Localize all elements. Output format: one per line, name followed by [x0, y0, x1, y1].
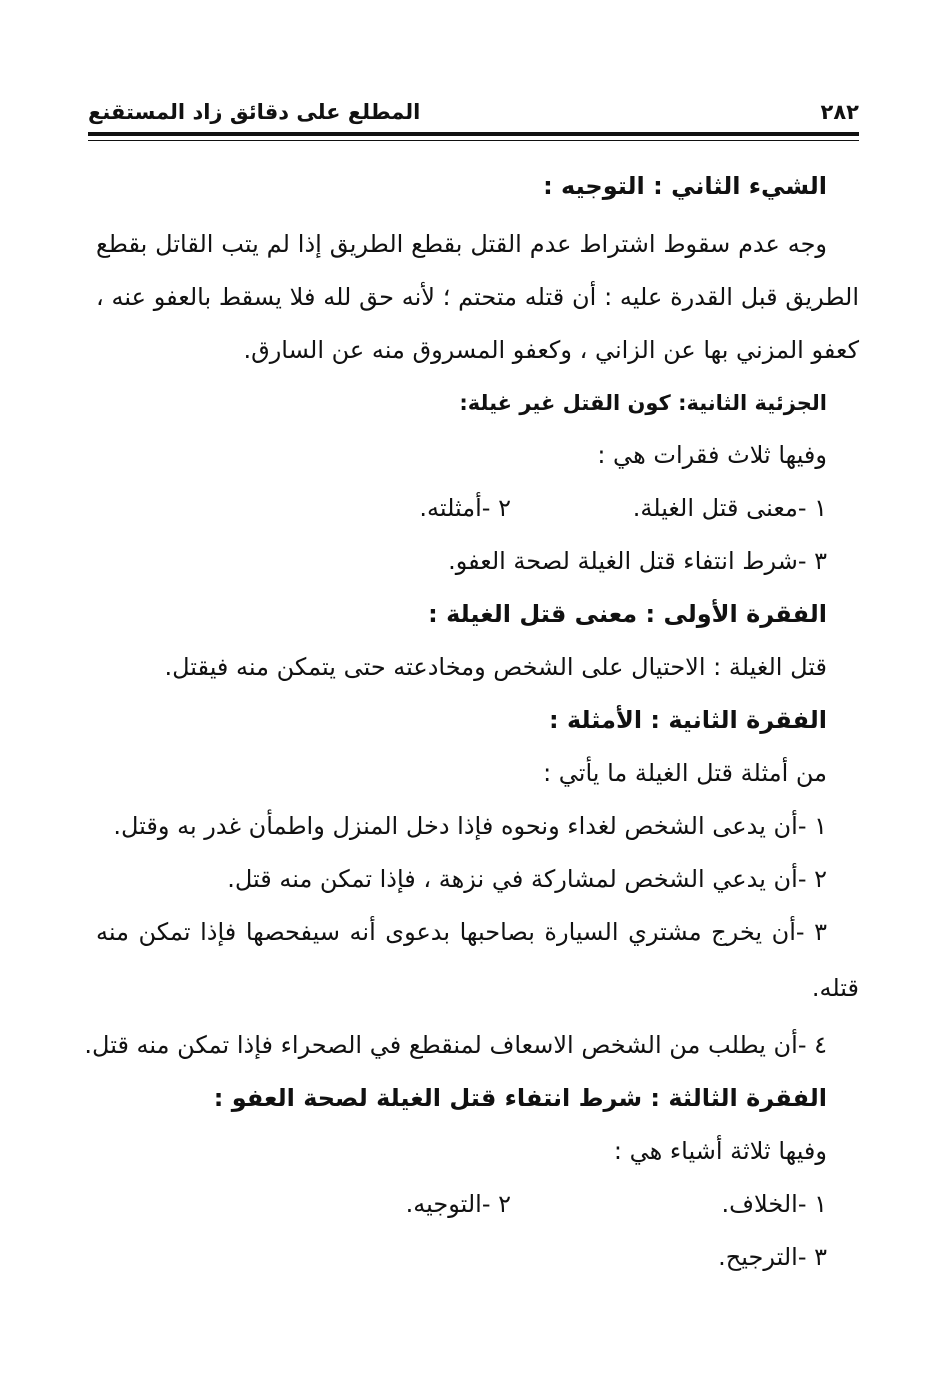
paragraph-line: كعفو المزني بها عن الزاني ، وكعفو المسروق منه عن السارق.: [243, 336, 859, 364]
paragraph-line: الطريق قبل القدرة عليه : أن قتله متحتم ؛ لأنه حق لله فلا يسقط بالعفو عنه ،: [96, 283, 859, 311]
section-heading: الشيء الثاني : التوجيه :: [543, 172, 827, 200]
list-item: ٤ -أن يطلب من الشخص الاسعاف لمنقطع في الصحراء فإذا تمكن منه قتل.: [84, 1031, 827, 1059]
list-item: ٢ -أن يدعي الشخص لمشاركة في نزهة ، فإذا تمكن منه قتل.: [227, 865, 827, 893]
list-item: ٣ -الترجيح.: [718, 1243, 827, 1271]
list-item: ١ -الخلاف.: [721, 1190, 827, 1218]
paragraph-line: قتل الغيلة : الاحتيال على الشخص ومخادعته حتى يتمكن منه فيقتل.: [164, 653, 827, 681]
page-number: ٢٨٢: [820, 100, 859, 124]
header-rule-thin: [88, 140, 859, 141]
paragraph-line: وجه عدم سقوط اشتراط عدم القتل بقطع الطريق إذا لم يتب القاتل بقطع: [96, 230, 827, 258]
paragraph-heading: الفقرة الأولى : معنى قتل الغيلة :: [428, 600, 827, 628]
subsection-heading: الجزئية الثانية: كون القتل غير غيلة:: [459, 391, 827, 415]
list-item: ١ -معنى قتل الغيلة.: [632, 494, 827, 522]
paragraph-line: وفيها ثلاثة أشياء هي :: [613, 1137, 827, 1165]
paragraph-heading: الفقرة الثانية : الأمثلة :: [548, 706, 827, 734]
paragraph-line: قتله.: [811, 974, 859, 1002]
paragraph-line: من أمثلة قتل الغيلة ما يأتي :: [543, 759, 827, 787]
running-title: المطلع على دقائق زاد المستقنع: [88, 100, 421, 124]
list-item: ٣ -شرط انتفاء قتل الغيلة لصحة العفو.: [448, 547, 827, 575]
list-item: ٢ -التوجيه.: [405, 1190, 511, 1218]
list-item: ٢ -أمثلته.: [419, 494, 511, 522]
page-header: [88, 96, 859, 130]
list-item: ١ -أن يدعى الشخص لغداء ونحوه فإذا دخل المنزل واطمأن غدر به وقتل.: [113, 812, 827, 840]
list-item: ٣ -أن يخرج مشتري السيارة بصاحبها بدعوى أنه سيفحصها فإذا تمكن منه: [96, 918, 827, 946]
paragraph-heading: الفقرة الثالثة : شرط انتفاء قتل الغيلة لصحة العفو :: [213, 1084, 827, 1112]
paragraph-line: وفيها ثلاث فقرات هي :: [597, 441, 827, 469]
header-rule-thick: [88, 132, 859, 136]
